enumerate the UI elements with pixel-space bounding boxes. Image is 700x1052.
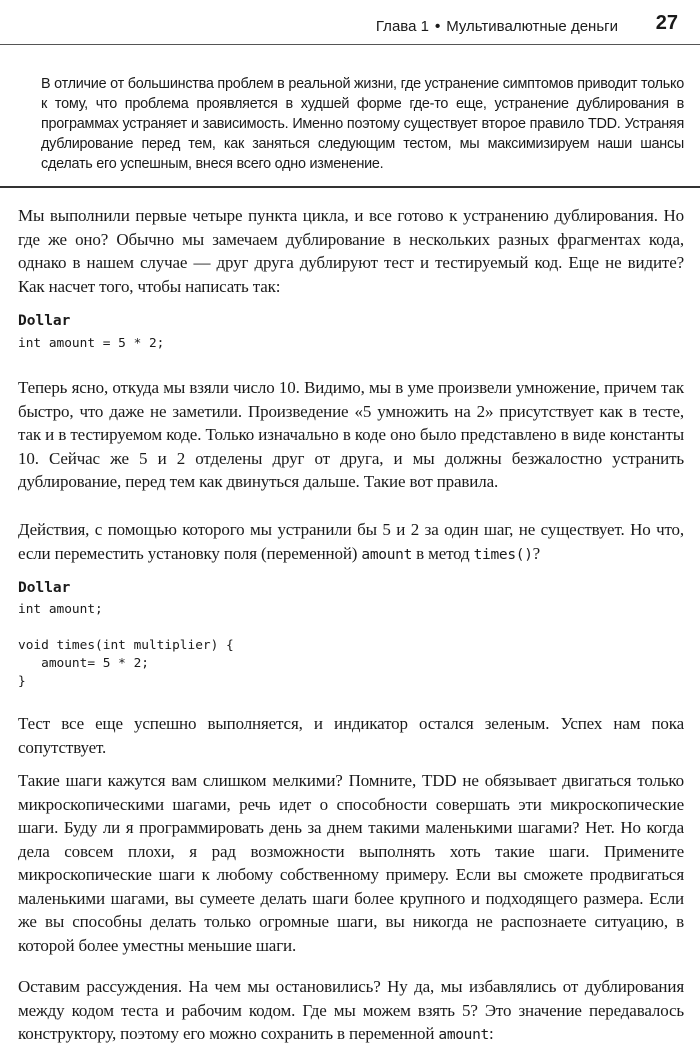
- header-divider: [0, 44, 700, 45]
- paragraph-3-text-b: в метод: [412, 543, 474, 563]
- note-box: [0, 58, 700, 188]
- inline-code-amount: amount: [361, 546, 413, 563]
- paragraph-6: [18, 975, 684, 1048]
- paragraph-3-text-c: ?: [532, 543, 541, 563]
- bullet-separator: •: [434, 18, 441, 35]
- chapter-title: Мультивалютные деньги: [446, 18, 618, 35]
- paragraph-6-text-b: :: [488, 1024, 494, 1043]
- page-header: [0, 0, 700, 44]
- chapter-label: Глава 1: [375, 18, 429, 35]
- code-block-1: int amount = 5 * 2;: [18, 336, 165, 351]
- paragraph-4: Тест все еще успешно выполняется, и индикатор остался зеленым. Успех нам пока сопутствует.: [18, 714, 684, 757]
- note-text: В отличие от большинства проблем в реальной жизни, где устранение симптомов приводит только к тому, что проблема проявляется в худшей форме где-то еще, устранение дублирования в программах устраняет и зависимость. Именно поэтому существует второе правило TDD. Устраняя дублирование перед тем, как заняться следующим тестом, мы максимизируем наши шансы сделать его успешным, внеся всего одно изменение.: [41, 76, 684, 172]
- code-block-1-title: Dollar: [18, 313, 71, 329]
- code-block-2-title: Dollar: [18, 580, 71, 596]
- page-number: 27: [655, 12, 678, 34]
- paragraph-2: Теперь ясно, откуда мы взяли число 10. Видимо, мы в уме произвели умножение, причем так быстро, что даже не заметили. Произведение «5 умножить на 2» присутствует как в тесте, так и в тестируемом коде. Только изначально в коде оно было представлено в виде константы 10. Сейчас же 5 и 2 отделены друг от друга, и мы должны безжалостно устранить дублирование, перед тем как двинуться дальше. Такие вот правила.: [18, 378, 684, 491]
- inline-code-amount-2: amount: [438, 1027, 489, 1043]
- inline-code-times: times(): [473, 546, 533, 563]
- paragraph-3-text-a: Действия, с помощью которого мы устранили бы 5 и 2 за один шаг, не существует. Но что, если переместить установку поля (переменной): [18, 520, 684, 563]
- paragraph-1: Мы выполнили первые четыре пункта цикла, и все готово к устранению дублирования. Но где же оно? Обычно мы замечаем дублирование в нескольких разных фрагментах кода, однако в нашем случае — друг друга дублируют тест и тестируемый код. Еще не видите? Как насчет того, чтобы написать так:: [18, 206, 684, 296]
- paragraph-6-text-a: Оставим рассуждения. На чем мы остановились? Ну да, мы избавлялись от дублирования между кодом теста и рабочим кодом. Где мы можем взять 5? Это значение передавалось конструктору, поэтому его можно сохранить в переменной: [18, 977, 684, 1043]
- running-head: [376, 18, 618, 35]
- paragraph-3: [18, 518, 684, 567]
- paragraph-5: Такие шаги кажутся вам слишком мелкими? Помните, TDD не обязывает двигаться только микроскопическими шагами, речь идет о способности совершать эти микроскопические шаги. Буду ли я программировать день за днем такими маленькими шагами? Нет. Но когда дела совсем плохи, я рад возможности выполнять хоть такие шаги. Примените микроскопические шаги к любому собственному примеру. Если вы сможете продвигаться маленькими шагами, вы сумеете делать шаги более крупного и подходящего размера. Если же вы способны делать только огромные шаги, вы никогда не распознаете ситуацию, в которой более уместны меньшие шаги.: [18, 771, 684, 955]
- code-block-2: int amount; void times(int multiplier) { amount= 5 * 2; }: [18, 602, 234, 689]
